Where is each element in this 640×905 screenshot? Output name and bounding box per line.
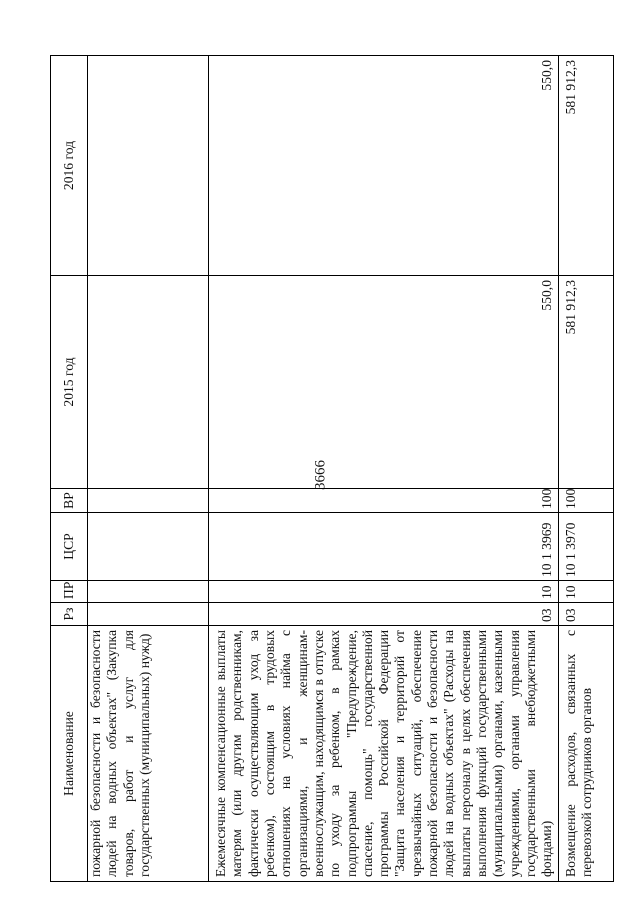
budget-table — [50, 55, 614, 882]
row-csr — [88, 513, 209, 581]
row-pr: 10 — [558, 581, 613, 603]
header-name: Наименование — [51, 626, 88, 882]
row-2016: 581 912,3 — [558, 56, 613, 276]
table-row — [558, 56, 613, 882]
row-pr: 10 — [209, 581, 559, 603]
row-name: пожарной безопасности и безопасности людей на водных объектах" (Закупка товаров, работ и услуг для государственных (муниципальных) нужд) — [88, 626, 209, 882]
row-rz: 03 — [558, 603, 613, 626]
row-csr: 10 1 3970 — [558, 513, 613, 581]
row-2016: 550,0 — [209, 56, 559, 276]
row-pr — [88, 581, 209, 603]
row-name: Возмещение расходов, связанных с перевозкой сотрудников органов — [558, 626, 613, 882]
row-rz — [88, 603, 209, 626]
row-rz: 03 — [209, 603, 559, 626]
page-number: 3666 — [312, 460, 329, 490]
row-csr: 10 1 3969 — [209, 513, 559, 581]
row-vr: 100 — [209, 489, 559, 513]
row-2015 — [88, 276, 209, 489]
row-2015: 550,0 — [209, 276, 559, 489]
row-2015: 581 912,3 — [558, 276, 613, 489]
row-name: Ежемесячные компенсационные выплаты матерям (или другим родственникам, фактически осуществляющим уход за ребенком), состоящим в трудовых отношениях на условиях найма с организациями, и женщинам-военнослужащим, находящимся в отпуске по уходу за ребенком, в рамках подпрограммы "Предупреждение, спасение, помощь" государственной программы Российской Федерации "Защита населения и территорий от чрезвычайных ситуаций, обеспечение пожарной безопасности и безопасности людей на водных объектах" (Расходы на выплаты персоналу в целях обеспечения выполнения функций государственными (муниципальными) органами, казенными учреждениями, органами управления государственными внебюджетными фондами) — [209, 626, 559, 882]
row-vr: 100 — [558, 489, 613, 513]
row-vr — [88, 489, 209, 513]
header-rz: Рз — [51, 603, 88, 626]
header-vr: ВР — [51, 489, 88, 513]
table-header-row — [51, 56, 88, 882]
table-row — [88, 56, 209, 882]
header-pr: ПР — [51, 581, 88, 603]
row-2016 — [88, 56, 209, 276]
header-year-2016: 2016 год — [51, 56, 88, 276]
table-row — [209, 56, 559, 882]
rotated-table-container — [50, 56, 600, 882]
header-csr: ЦСР — [51, 513, 88, 581]
header-year-2015: 2015 год — [51, 276, 88, 489]
